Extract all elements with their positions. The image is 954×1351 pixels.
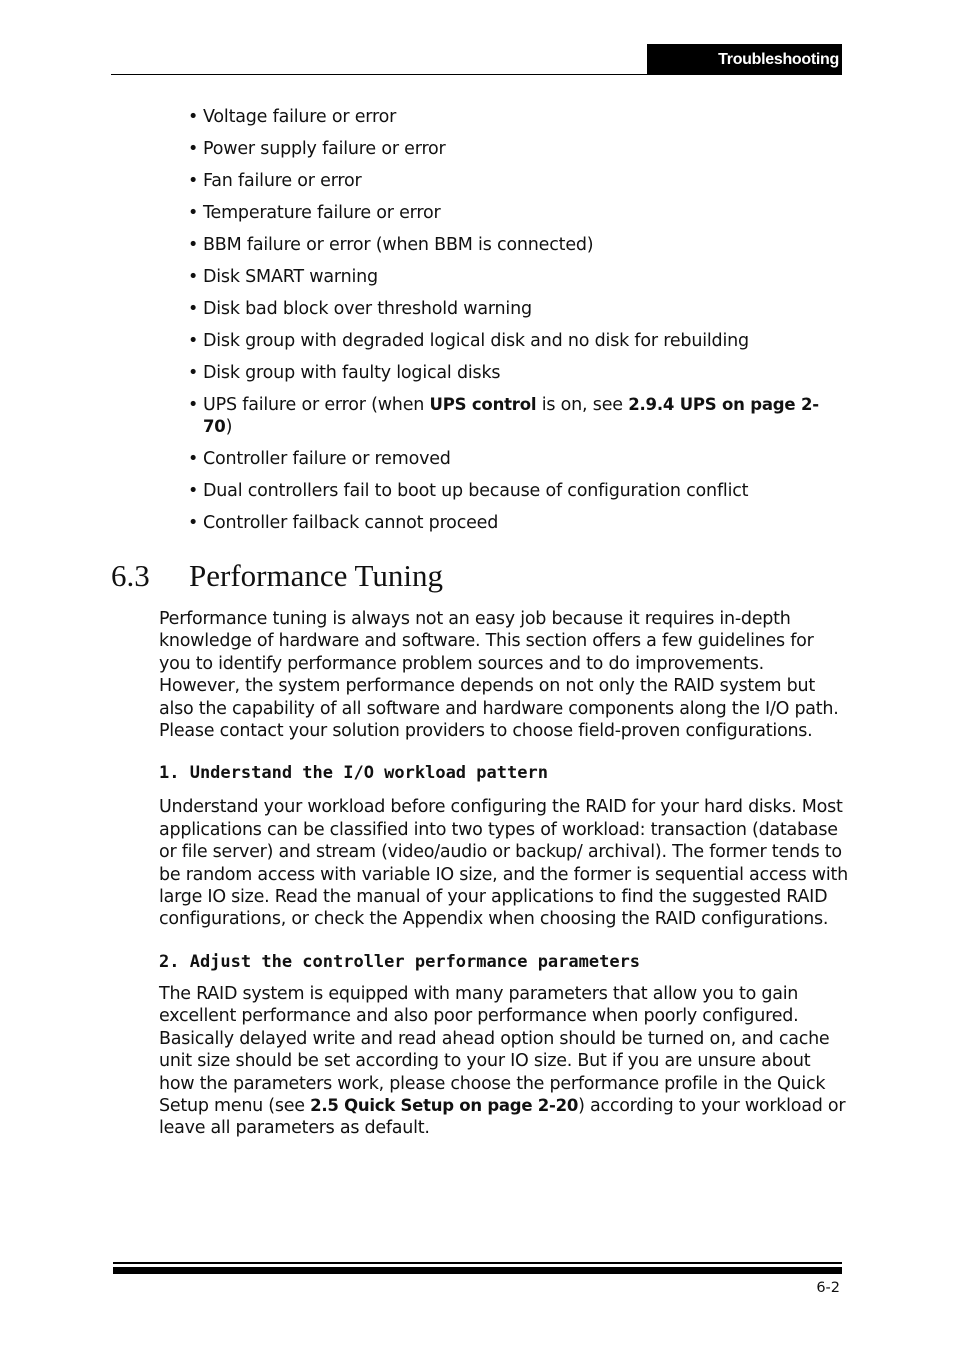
list-item: • Dual controllers fail to boot up because of configuration conflict bbox=[188, 480, 838, 502]
footer-rule-thin bbox=[113, 1262, 842, 1264]
subsection-heading-parameters: 2. Adjust the controller performance parameters bbox=[159, 951, 641, 972]
page-number: 6-2 bbox=[816, 1280, 840, 1296]
list-item: • Disk group with degraded logical disk and no disk for rebuilding bbox=[188, 330, 838, 352]
running-header-label: Troubleshooting bbox=[718, 50, 839, 68]
list-item: • BBM failure or error (when BBM is connected) bbox=[188, 234, 838, 256]
alert-conditions-list bbox=[188, 106, 838, 544]
intro-paragraph: Performance tuning is always not an easy job because it requires in-depth knowledge of hardware and software. This section offers a few guidelines for you to identify performance problem sources and to do improvements. However, the system performance depends on not only the RAID system but also the capability of all software and hardware components along the I/O path. Please contact your solution providers to choose field-proven configurations. bbox=[159, 609, 839, 742]
list-item: • Fan failure or error bbox=[188, 170, 838, 192]
parameters-paragraph: The RAID system is equipped with many parameters that allow you to gain excellent performance and also poor performance when poorly configured. Basically delayed write and read ahead option should be turned on, and cache unit size should be set according to your IO size. But if you are unsure about how the parameters work, please choose the performance profile in the Quick Setup menu (see 2.5 Quick Setup on page 2-20) according to your workload or leave all parameters as default. bbox=[159, 983, 846, 1139]
footer-rule-thick bbox=[113, 1267, 842, 1274]
list-item: • Disk group with faulty logical disks bbox=[188, 362, 838, 384]
running-header-section-tab bbox=[647, 44, 842, 75]
list-item: • Controller failback cannot proceed bbox=[188, 512, 838, 534]
section-number: 6.3 bbox=[111, 558, 150, 593]
list-item: • Controller failure or removed bbox=[188, 448, 838, 470]
section-heading bbox=[111, 556, 443, 596]
list-item: • Power supply failure or error bbox=[188, 138, 838, 160]
list-item: • Temperature failure or error bbox=[188, 202, 838, 224]
list-item: • UPS failure or error (when UPS control is on, see 2.9.4 UPS on page 2-70) bbox=[188, 394, 838, 438]
cross-reference: UPS control bbox=[429, 395, 537, 414]
list-item: • Disk SMART warning bbox=[188, 266, 838, 288]
subsection-heading-workload: 1. Understand the I/O workload pattern bbox=[159, 763, 548, 784]
cross-reference: 2.9.4 UPS on page 2-70 bbox=[203, 395, 819, 436]
workload-paragraph: Understand your workload before configuring the RAID for your hard disks. Most applications can be classified into two types of workload: transaction (database or file server) and stream (video/audio or backup/ archival). The former tends to be random access with variable IO size, and the former is sequential access with large IO size. Read the manual of your applications to find the suggested RAID configurations, or check the Appendix when choosing the RAID configurations. bbox=[159, 797, 848, 930]
section-content bbox=[159, 608, 849, 1140]
section-title: Performance Tuning bbox=[189, 558, 444, 593]
list-item: • Disk bad block over threshold warning bbox=[188, 298, 838, 320]
cross-reference: 2.5 Quick Setup on page 2-20 bbox=[310, 1095, 579, 1115]
list-item: • Voltage failure or error bbox=[188, 106, 838, 128]
